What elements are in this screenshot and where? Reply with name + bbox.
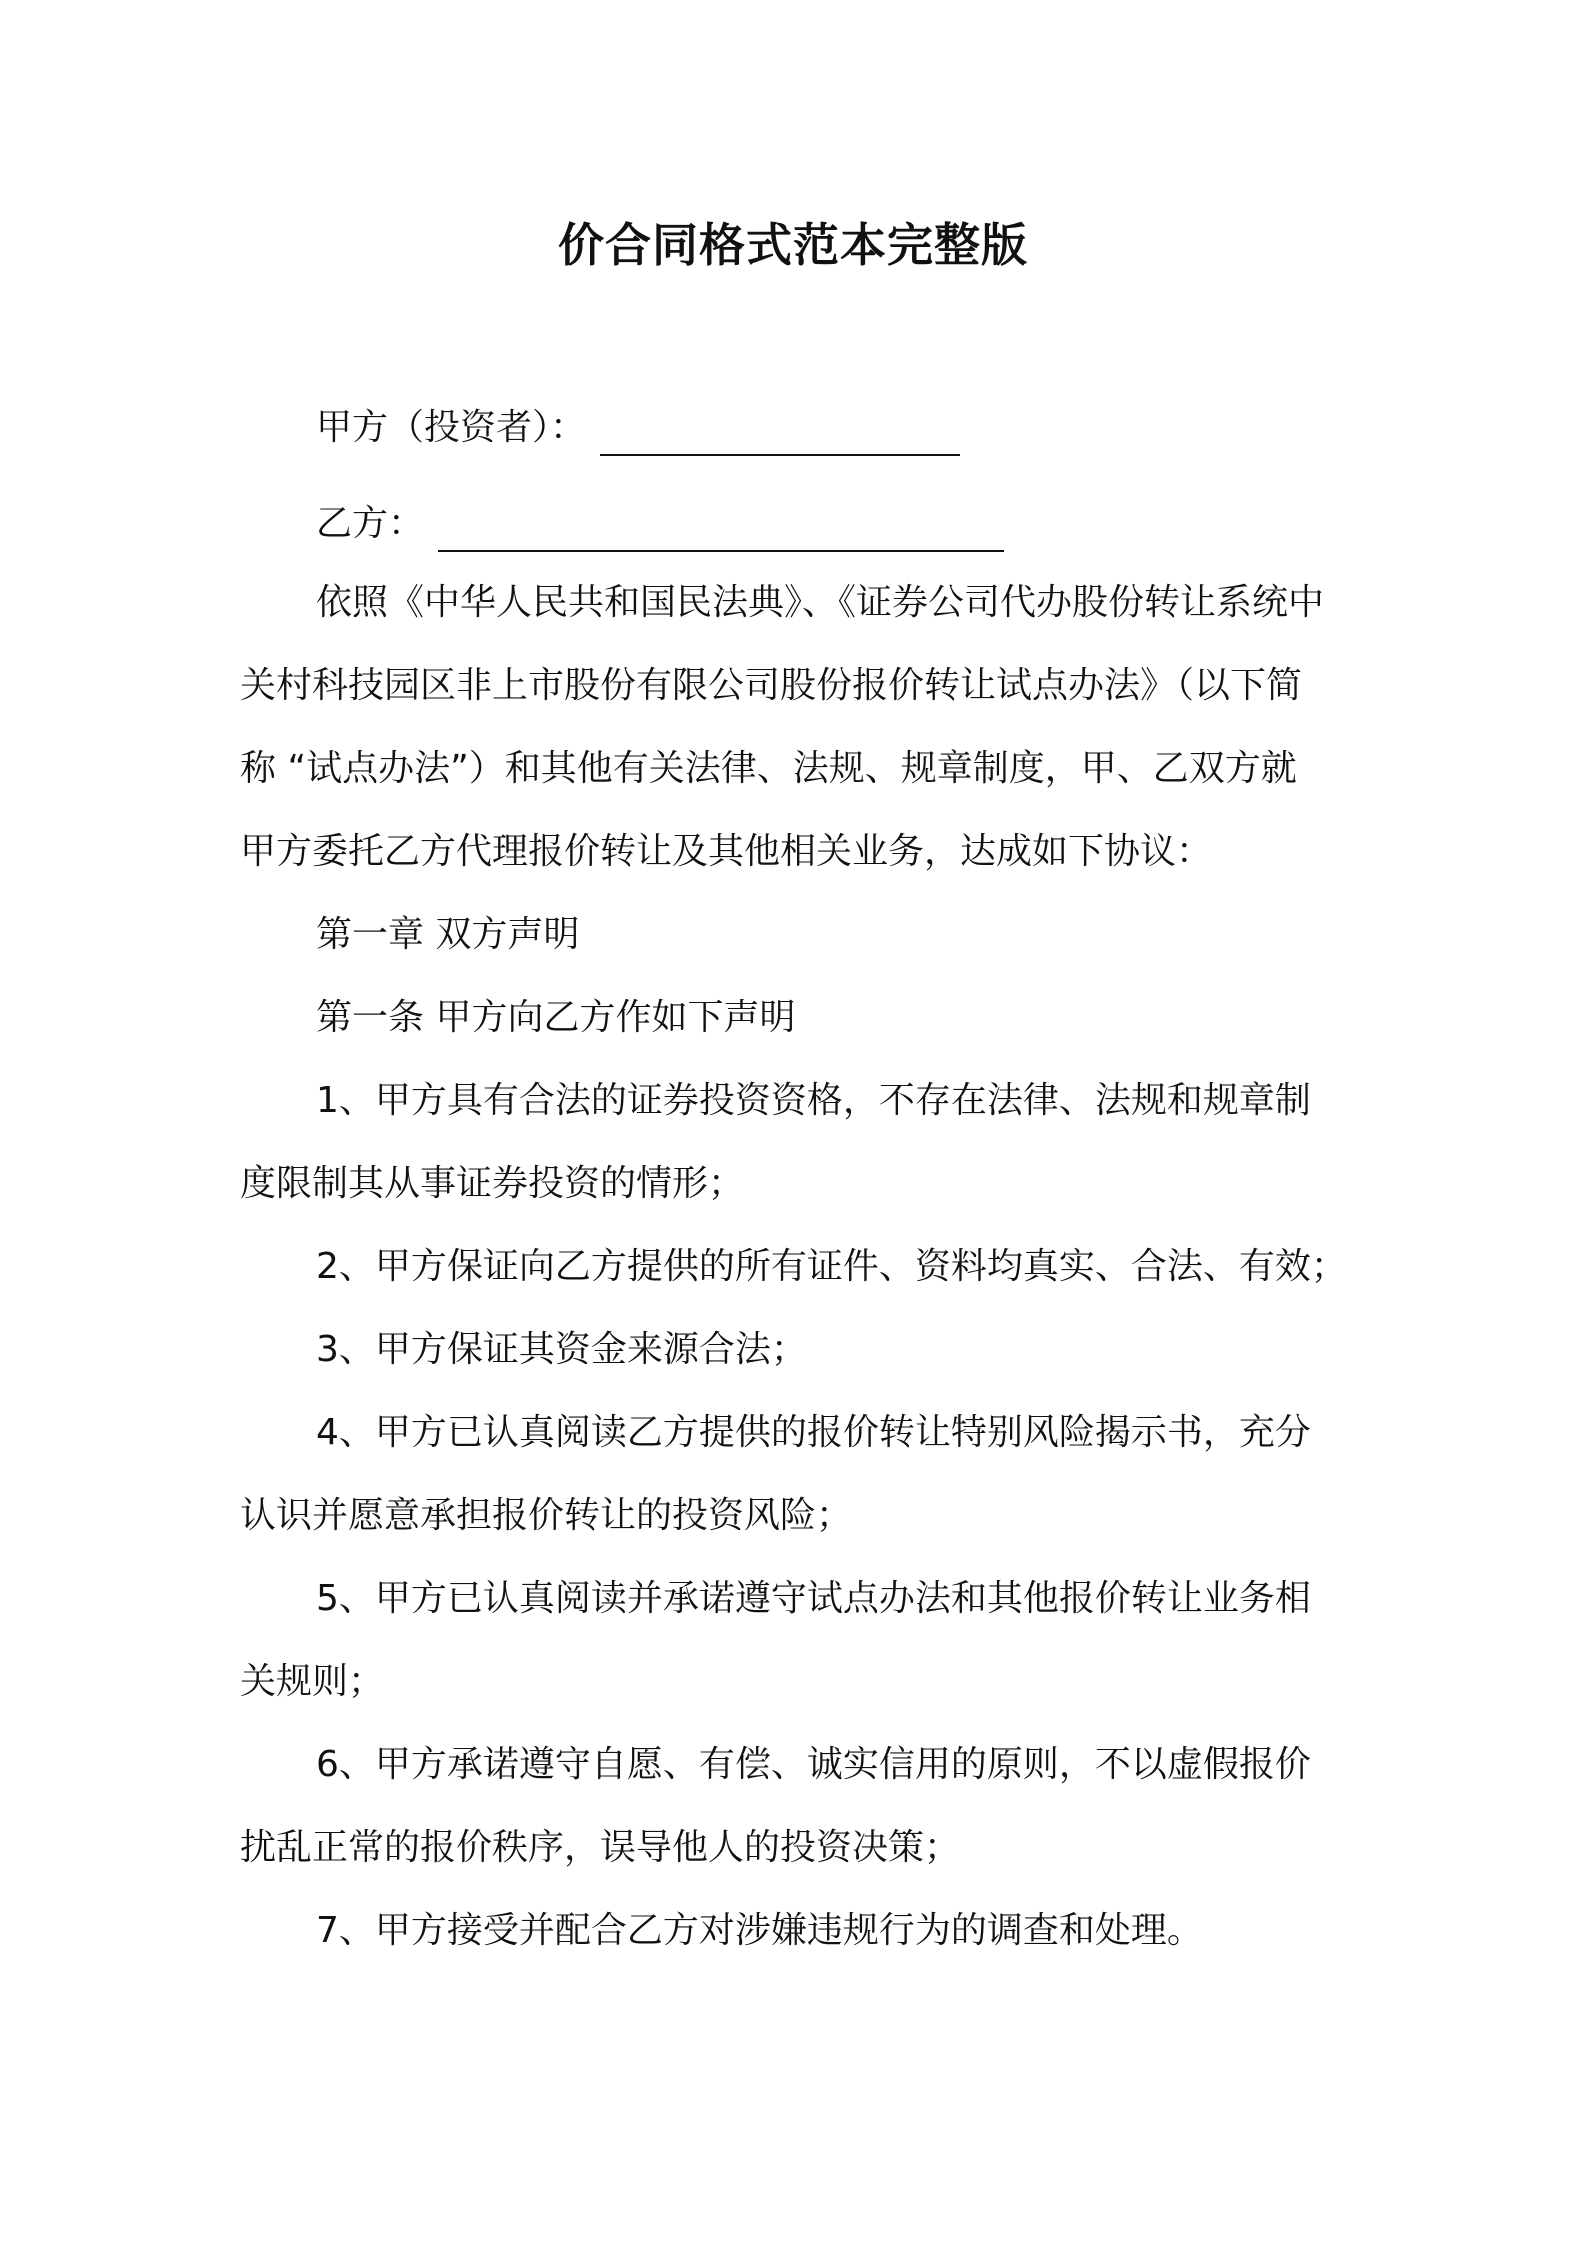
party-b-label: 乙方： bbox=[316, 503, 425, 544]
clause-line: 6、甲方承诺遵守自愿、有偿、诚实信用的原则，不以虚假报价 bbox=[316, 1744, 1311, 1785]
clause-line: 3、甲方保证其资金来源合法； bbox=[316, 1329, 807, 1370]
clause-line: 2、甲方保证向乙方提供的所有证件、资料均真实、合法、有效； bbox=[316, 1246, 1347, 1287]
paragraph-line: 称 “试点办法”）和其他有关法律、法规、规章制度，甲、乙双方就 bbox=[240, 748, 1297, 789]
paragraph-line: 依照《中华人民共和国民法典》、《证券公司代办股份转让系统中 bbox=[316, 582, 1325, 623]
party-a-label: 甲方（投资者）： bbox=[316, 407, 587, 448]
clause-line: 7、甲方接受并配合乙方对涉嫌违规行为的调查和处理。 bbox=[316, 1910, 1203, 1951]
party-a-line bbox=[316, 400, 960, 456]
paragraph-line: 甲方委托乙方代理报价转让及其他相关业务，达成如下协议： bbox=[240, 831, 1213, 872]
clause-line: 4、甲方已认真阅读乙方提供的报价转让特别风险揭示书，充分 bbox=[316, 1412, 1311, 1453]
clause-line: 度限制其从事证券投资的情形； bbox=[240, 1163, 745, 1204]
party-a-blank bbox=[600, 414, 960, 456]
document-title: 价合同格式范本完整版 bbox=[558, 218, 1028, 272]
clause-line: 5、甲方已认真阅读并承诺遵守试点办法和其他报价转让业务相 bbox=[316, 1578, 1311, 1619]
article-heading: 第一条 甲方向乙方作如下声明 bbox=[316, 997, 796, 1038]
chapter-heading: 第一章 双方声明 bbox=[316, 914, 580, 955]
party-b-line bbox=[316, 496, 1004, 552]
clause-line: 认识并愿意承担报价转让的投资风险； bbox=[240, 1495, 853, 1536]
party-b-blank bbox=[438, 510, 1004, 552]
clause-line: 扰乱正常的报价秩序，误导他人的投资决策； bbox=[240, 1827, 961, 1868]
clause-line: 关规则； bbox=[240, 1661, 385, 1702]
clause-line: 1、甲方具有合法的证券投资资格，不存在法律、法规和规章制 bbox=[316, 1080, 1311, 1121]
paragraph-line: 关村科技园区非上市股份有限公司股份报价转让试点办法》（以下简 bbox=[240, 665, 1303, 706]
